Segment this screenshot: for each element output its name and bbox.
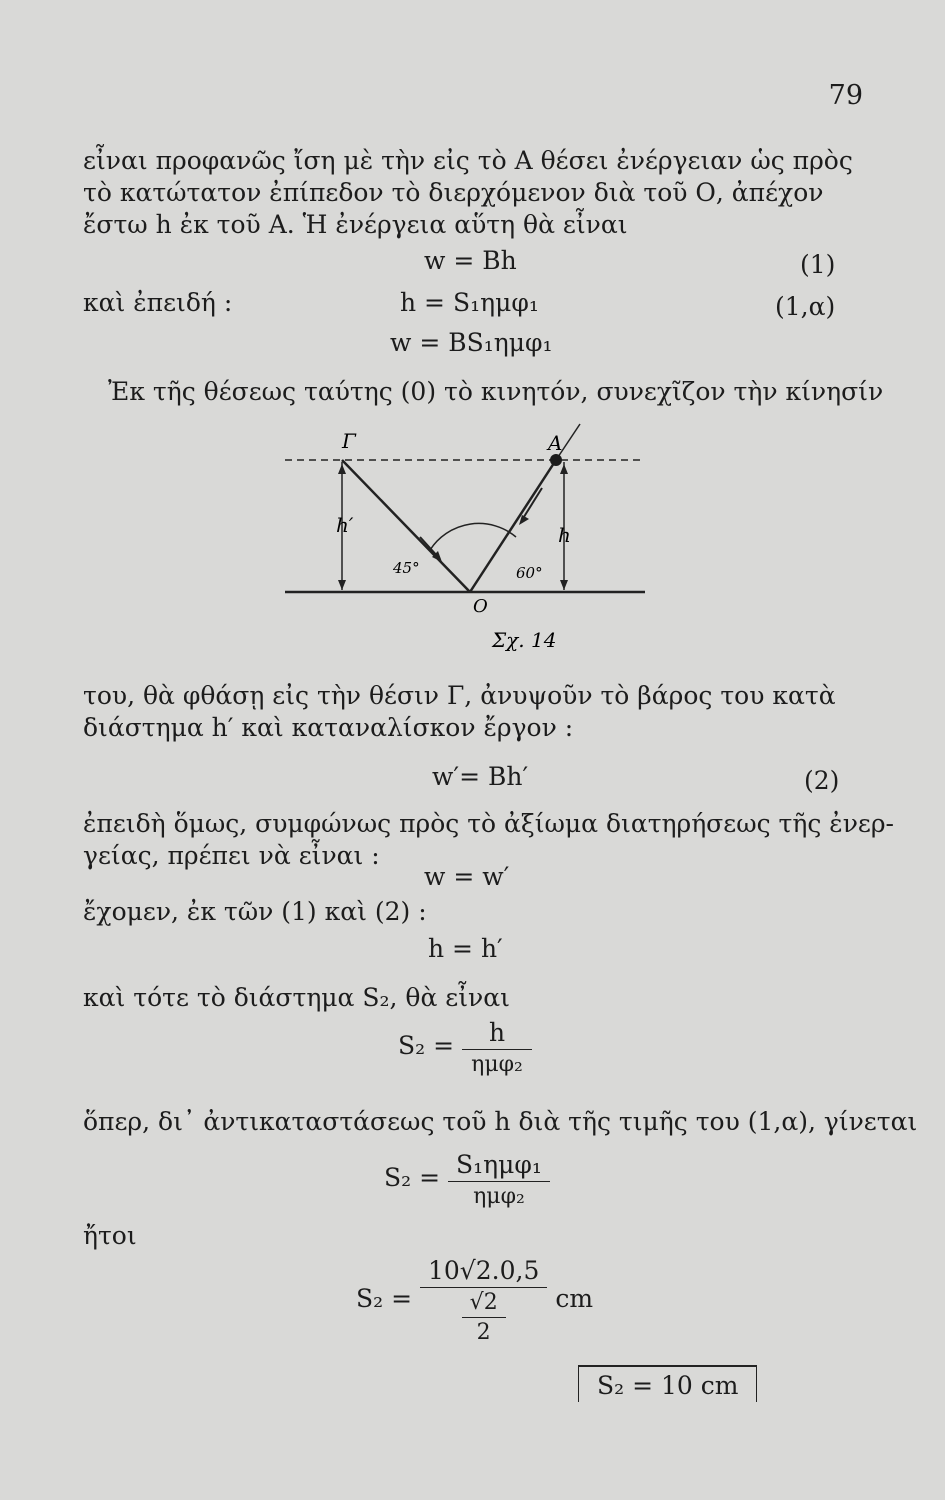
fraction-denominator — [420, 1288, 547, 1345]
nested-numerator: √2 — [462, 1290, 506, 1318]
paragraph-line: τὸ κατώτατον ἐπίπεδον τὸ διερχόμενον διὰ τοῦ Ο, ἀπέχον — [83, 178, 824, 207]
label-a: A — [548, 431, 563, 455]
equation-s2-lhs: S₂ = — [398, 1031, 455, 1060]
fraction-numerator: S₁ημφ₁ — [448, 1150, 550, 1182]
fraction-denominator: ημφ₂ — [473, 1184, 525, 1209]
unit-cm: cm — [555, 1284, 594, 1313]
label-kai-epeidi: καὶ ἐπειδή : — [83, 288, 233, 317]
equation-1-number: (1) — [800, 250, 836, 279]
label-45-degrees: 45° — [393, 559, 420, 577]
paragraph-line: Ἐκ τῆς θέσεως ταύτης (0) τὸ κινητόν, συνεχῖζον τὴν κίνησίν — [108, 377, 884, 406]
paragraph-line: του, θὰ φθάσῃ εἰς τὴν θέσιν Γ, ἀνυψοῦν τὸ βάρος του κατὰ — [83, 681, 836, 710]
fraction — [448, 1150, 550, 1209]
equation-h-equals-h-prime: h = h′ — [428, 934, 503, 963]
equation-lhs: S₂ = — [356, 1284, 413, 1313]
equation-1a: h = S₁ημφ₁ — [400, 288, 539, 317]
page-number: 79 — [828, 80, 863, 111]
angle-arc — [430, 523, 516, 550]
equation-lhs: S₂ = — [384, 1163, 441, 1192]
nested-fraction — [462, 1290, 506, 1345]
label-h: h — [558, 523, 571, 547]
paragraph-line: ἔστω h ἐκ τοῦ Α. Ἡ ἐνέργεια αὕτη θὰ εἶναι — [83, 210, 628, 239]
paragraph-line: καὶ τότε τὸ διάστημα S₂, θὰ εἶναι — [83, 983, 510, 1012]
equation-s2 — [398, 1018, 532, 1077]
moving-body-dot — [550, 454, 562, 466]
label-60-degrees: 60° — [516, 564, 543, 582]
equation-1a-number: (1,α) — [775, 292, 836, 321]
equation-w-equals-w-prime: w = w′ — [424, 862, 510, 891]
figure-14 — [280, 420, 660, 655]
fraction — [420, 1256, 547, 1345]
fraction-denominator: ημφ₂ — [471, 1052, 523, 1077]
direction-arrow — [522, 488, 542, 520]
equation-1: w = Bh — [424, 246, 517, 275]
paragraph-line: διάστημα h′ καὶ καταναλίσκον ἔργον : — [83, 713, 574, 742]
label-gamma: Γ — [342, 429, 356, 453]
equation-s2-numeric — [356, 1256, 593, 1345]
paragraph-line: ἐπειδὴ ὅμως, συμφώνως πρὸς τὸ ἀξίωμα διατηρήσεως τῆς ἐνερ- — [83, 809, 894, 838]
equation-w: w = BS₁ημφ₁ — [390, 328, 553, 357]
equation-2: w′= Bh′ — [432, 762, 529, 791]
fraction — [462, 1018, 532, 1077]
paragraph-line: γείας, πρέπει νὰ εἶναι : — [83, 841, 380, 870]
label-itoi: ἤτοι — [83, 1221, 137, 1250]
arrow-head — [338, 464, 346, 474]
equation-s2-substituted — [384, 1150, 550, 1209]
nested-denominator: 2 — [476, 1320, 491, 1345]
arrow-head — [560, 580, 568, 590]
paragraph-line: εἶναι προφανῶς ἴση μὲ τὴν εἰς τὸ Α θέσει ἐνέργειαν ὡς πρὸς — [83, 146, 853, 175]
boxed-result: S₂ = 10 cm — [578, 1365, 757, 1402]
arrow-head — [560, 464, 568, 474]
figure-caption: Σχ. 14 — [492, 628, 557, 652]
fraction-numerator: 10√2.0,5 — [420, 1256, 547, 1288]
arrow-head — [338, 580, 346, 590]
label-exomen: ἔχομεν, ἐκ τῶν (1) καὶ (2) : — [83, 897, 427, 926]
label-h-prime: h′ — [336, 513, 354, 537]
label-o: O — [473, 596, 488, 617]
path-from-a — [470, 460, 556, 592]
paragraph-line: ὅπερ, δι᾽ ἀντικαταστάσεως τοῦ h διὰ τῆς τιμῆς του (1,α), γίνεται — [83, 1107, 918, 1136]
fraction-numerator: h — [462, 1018, 532, 1050]
equation-2-number: (2) — [804, 766, 840, 795]
